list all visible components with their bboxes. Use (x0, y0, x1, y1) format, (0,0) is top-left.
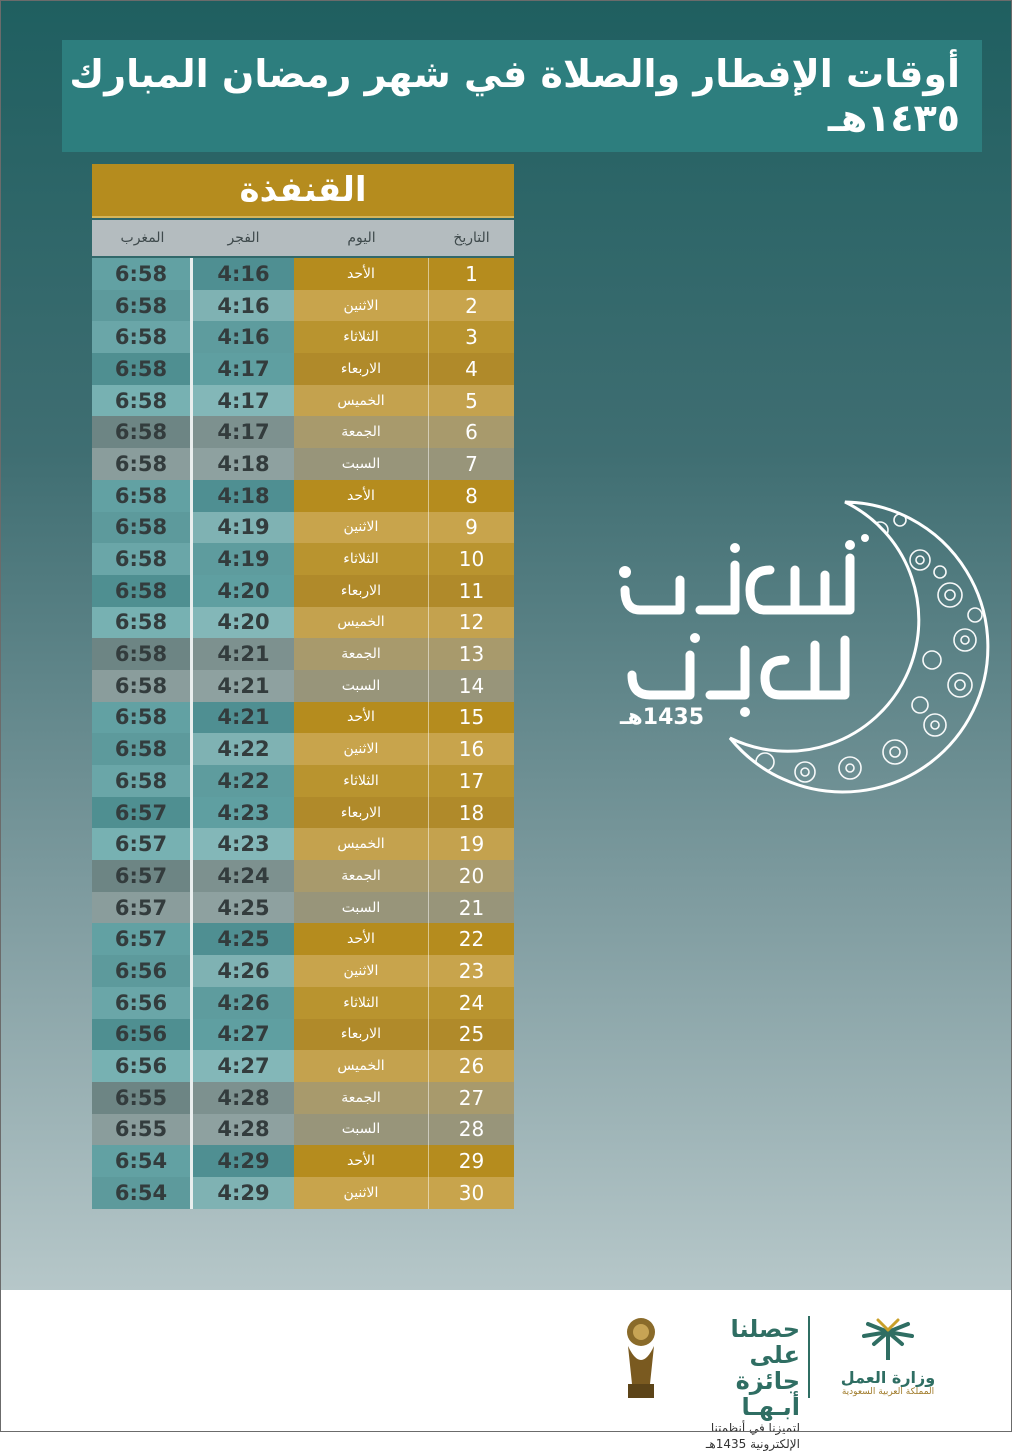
date-number: 15 (429, 702, 514, 734)
table-row (92, 923, 514, 955)
fajr-time: 4:23 (193, 797, 294, 829)
maghrib-time: 6:58 (92, 733, 193, 765)
day-name: الثلاثاء (294, 321, 429, 353)
header-maghrib: المغرب (120, 230, 165, 246)
maghrib-time: 6:57 (92, 828, 193, 860)
maghrib-time: 6:58 (92, 448, 193, 480)
award-line-4: الإلكترونية 1435هـ (705, 1437, 800, 1451)
date-number: 12 (429, 607, 514, 639)
day-name: الاربعاء (294, 353, 429, 385)
date-number: 25 (429, 1019, 514, 1051)
day-name: الأحد (294, 480, 429, 512)
day-name: الثلاثاء (294, 987, 429, 1019)
table-row (92, 258, 514, 290)
day-name: الخميس (294, 828, 429, 860)
day-name: الاربعاء (294, 1019, 429, 1051)
table-row (92, 480, 514, 512)
date-number: 14 (429, 670, 514, 702)
maghrib-time: 6:54 (92, 1177, 193, 1209)
maghrib-time: 6:58 (92, 258, 193, 290)
fajr-time: 4:27 (193, 1050, 294, 1082)
table-row (92, 828, 514, 860)
fajr-time: 4:18 (193, 480, 294, 512)
day-name: الجمعة (294, 1082, 429, 1114)
date-number: 18 (429, 797, 514, 829)
maghrib-time: 6:56 (92, 1050, 193, 1082)
day-name: السبت (294, 448, 429, 480)
ramadan-mubarak-logo (580, 490, 1000, 800)
fajr-time: 4:27 (193, 1019, 294, 1051)
day-name: الخميس (294, 607, 429, 639)
maghrib-time: 6:58 (92, 638, 193, 670)
date-number: 29 (429, 1145, 514, 1177)
maghrib-time: 6:58 (92, 290, 193, 322)
day-name: الاثنين (294, 1177, 429, 1209)
date-number: 11 (429, 575, 514, 607)
day-name: الأحد (294, 702, 429, 734)
fajr-time: 4:24 (193, 860, 294, 892)
date-number: 8 (429, 480, 514, 512)
maghrib-time: 6:56 (92, 955, 193, 987)
maghrib-time: 6:58 (92, 321, 193, 353)
maghrib-time: 6:58 (92, 385, 193, 417)
ministry-subtitle: المملكة العربية السعودية (841, 1387, 935, 1397)
fajr-time: 4:23 (193, 828, 294, 860)
day-name: الجمعة (294, 416, 429, 448)
maghrib-time: 6:56 (92, 987, 193, 1019)
table-row (92, 1114, 514, 1146)
fajr-time: 4:17 (193, 385, 294, 417)
day-name: السبت (294, 892, 429, 924)
table-row (92, 385, 514, 417)
day-name: الاربعاء (294, 797, 429, 829)
date-number: 26 (429, 1050, 514, 1082)
fajr-time: 4:21 (193, 638, 294, 670)
maghrib-time: 6:56 (92, 1019, 193, 1051)
fajr-time: 4:29 (193, 1145, 294, 1177)
date-number: 21 (429, 892, 514, 924)
day-name: الاثنين (294, 512, 429, 544)
prayer-schedule-table (92, 258, 514, 1209)
table-row (92, 987, 514, 1019)
day-name: الجمعة (294, 860, 429, 892)
table-row (92, 1050, 514, 1082)
day-name: الاثنين (294, 733, 429, 765)
ministry-name: وزارة العمل (840, 1368, 936, 1387)
table-row (92, 607, 514, 639)
maghrib-time: 6:58 (92, 416, 193, 448)
fajr-time: 4:28 (193, 1082, 294, 1114)
table-row (92, 416, 514, 448)
date-number: 24 (429, 987, 514, 1019)
fajr-time: 4:18 (193, 448, 294, 480)
maghrib-time: 6:57 (92, 923, 193, 955)
crescent-moon-icon (580, 490, 1000, 800)
maghrib-time: 6:55 (92, 1114, 193, 1146)
city-name: القنفذة (239, 170, 367, 210)
fajr-time: 4:19 (193, 543, 294, 575)
date-number: 30 (429, 1177, 514, 1209)
day-name: الاربعاء (294, 575, 429, 607)
date-number: 20 (429, 860, 514, 892)
award-line-1: حصلنا على (730, 1315, 800, 1369)
table-row (92, 1177, 514, 1209)
maghrib-time: 6:57 (92, 860, 193, 892)
date-number: 7 (429, 448, 514, 480)
fajr-time: 4:25 (193, 892, 294, 924)
city-heading (92, 164, 514, 218)
date-number: 27 (429, 1082, 514, 1114)
fajr-time: 4:20 (193, 575, 294, 607)
day-name: الأحد (294, 258, 429, 290)
fajr-time: 4:29 (193, 1177, 294, 1209)
maghrib-time: 6:58 (92, 543, 193, 575)
abha-award-trophy-icon (620, 1314, 662, 1402)
fajr-time: 4:21 (193, 670, 294, 702)
table-row (92, 670, 514, 702)
fajr-time: 4:20 (193, 607, 294, 639)
table-row (92, 1145, 514, 1177)
day-name: السبت (294, 670, 429, 702)
page-title: أوقات الإفطار والصلاة في شهر رمضان المبارك ١٤٣٥هـ (69, 52, 960, 140)
day-name: الثلاثاء (294, 543, 429, 575)
table-header (92, 220, 514, 256)
fajr-time: 4:17 (193, 353, 294, 385)
day-name: الأحد (294, 923, 429, 955)
fajr-time: 4:22 (193, 765, 294, 797)
palm-tree-icon (858, 1318, 918, 1362)
date-number: 4 (429, 353, 514, 385)
day-name: الخميس (294, 1050, 429, 1082)
table-row (92, 543, 514, 575)
fajr-time: 4:28 (193, 1114, 294, 1146)
table-row (92, 321, 514, 353)
date-number: 16 (429, 733, 514, 765)
fajr-time: 4:16 (193, 321, 294, 353)
day-name: الجمعة (294, 638, 429, 670)
fajr-time: 4:26 (193, 987, 294, 1019)
date-number: 13 (429, 638, 514, 670)
date-number: 5 (429, 385, 514, 417)
date-number: 3 (429, 321, 514, 353)
date-number: 10 (429, 543, 514, 575)
logo-year: 1435هـ (620, 705, 705, 730)
table-row (92, 733, 514, 765)
header-day: اليوم (347, 230, 376, 246)
date-number: 17 (429, 765, 514, 797)
table-row (92, 860, 514, 892)
fajr-time: 4:21 (193, 702, 294, 734)
date-number: 19 (429, 828, 514, 860)
day-name: الخميس (294, 385, 429, 417)
table-row (92, 353, 514, 385)
table-row (92, 892, 514, 924)
fajr-time: 4:19 (193, 512, 294, 544)
ministry-logo-block (822, 1318, 954, 1397)
table-row (92, 765, 514, 797)
fajr-time: 4:22 (193, 733, 294, 765)
maghrib-time: 6:58 (92, 480, 193, 512)
header-fajr: الفجر (227, 230, 260, 246)
day-name: الأحد (294, 1145, 429, 1177)
fajr-time: 4:26 (193, 955, 294, 987)
date-number: 2 (429, 290, 514, 322)
day-name: الثلاثاء (294, 765, 429, 797)
fajr-time: 4:16 (193, 290, 294, 322)
page-title-bar (62, 40, 982, 152)
maghrib-time: 6:58 (92, 575, 193, 607)
maghrib-time: 6:58 (92, 607, 193, 639)
day-name: السبت (294, 1114, 429, 1146)
table-row (92, 1082, 514, 1114)
day-name: الاثنين (294, 290, 429, 322)
table-row (92, 955, 514, 987)
maghrib-time: 6:57 (92, 797, 193, 829)
date-number: 22 (429, 923, 514, 955)
header-date: التاريخ (453, 230, 490, 246)
date-number: 23 (429, 955, 514, 987)
maghrib-time: 6:58 (92, 670, 193, 702)
award-line-3: لتميزنا في أنظمتنا (710, 1421, 800, 1435)
maghrib-time: 6:57 (92, 892, 193, 924)
maghrib-time: 6:55 (92, 1082, 193, 1114)
fajr-time: 4:17 (193, 416, 294, 448)
table-row (92, 638, 514, 670)
table-row (92, 575, 514, 607)
maghrib-time: 6:58 (92, 702, 193, 734)
table-row (92, 702, 514, 734)
maghrib-time: 6:54 (92, 1145, 193, 1177)
maghrib-time: 6:58 (92, 353, 193, 385)
date-number: 1 (429, 258, 514, 290)
maghrib-time: 6:58 (92, 765, 193, 797)
table-row (92, 448, 514, 480)
date-number: 6 (429, 416, 514, 448)
table-row (92, 1019, 514, 1051)
day-name: الاثنين (294, 955, 429, 987)
date-number: 9 (429, 512, 514, 544)
maghrib-time: 6:58 (92, 512, 193, 544)
award-line-2: جائزة أبـهـا (735, 1367, 800, 1421)
fajr-time: 4:16 (193, 258, 294, 290)
date-number: 28 (429, 1114, 514, 1146)
table-row (92, 290, 514, 322)
footer-divider (808, 1316, 810, 1398)
table-row (92, 512, 514, 544)
fajr-time: 4:25 (193, 923, 294, 955)
table-row (92, 797, 514, 829)
